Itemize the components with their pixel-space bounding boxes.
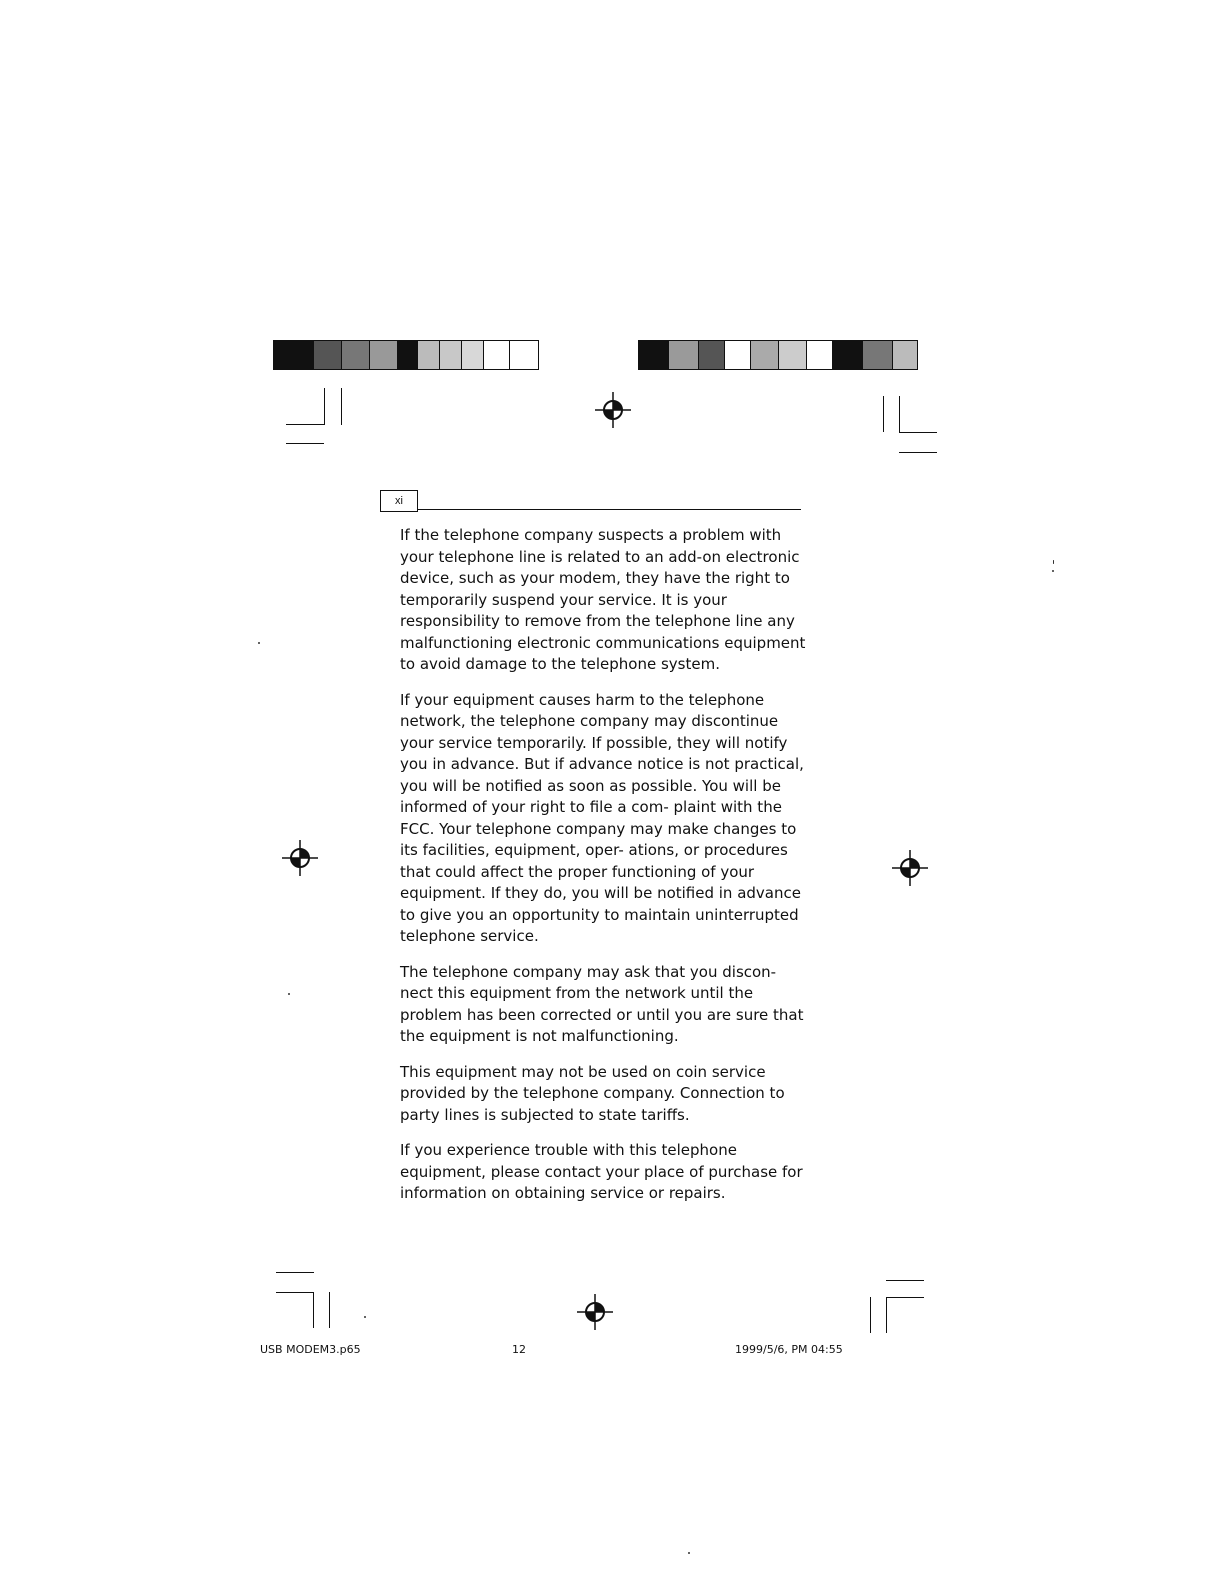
scan-speck xyxy=(1052,570,1054,572)
scan-speck xyxy=(364,1316,366,1318)
registration-mark-bottom-icon xyxy=(575,1292,615,1332)
crop-mark-bottom-left-h xyxy=(276,1272,314,1273)
calibration-strip-left xyxy=(273,340,539,370)
footer-filename: USB MODEM3.p65 xyxy=(260,1343,361,1356)
registration-mark-right-icon xyxy=(890,848,930,888)
page-marker: xi xyxy=(380,490,418,512)
crop-mark-top-left-v2 xyxy=(341,388,342,425)
crop-mark-bottom-left-v2 xyxy=(329,1292,330,1328)
crop-mark-top-right-h2 xyxy=(899,452,937,453)
scan-speck xyxy=(1053,560,1054,564)
crop-mark-bottom-right-v1 xyxy=(870,1297,871,1333)
crop-mark-bottom-left-h2 xyxy=(276,1292,314,1293)
footer-page-number: 12 xyxy=(512,1343,526,1356)
paragraph-1: If the telephone company suspects a problem with your telephone line is related to an add-on electronic device, such as your modem, they have the right to temporarily suspend your service. It is your responsibility to remove from the telephone line any malfunctioning electronic communications equipment to avoid damage to the telephone system. xyxy=(400,526,806,673)
crop-mark-top-left-h xyxy=(286,424,324,425)
header-rule xyxy=(418,509,801,510)
scan-speck xyxy=(688,1552,690,1554)
crop-mark-bottom-right-h xyxy=(886,1280,924,1281)
scan-speck xyxy=(288,993,290,995)
crop-mark-bottom-right-v2 xyxy=(886,1297,887,1333)
paragraph-3: The telephone company may ask that you discon- nect this equipment from the network until the problem has been corrected or until you are sure that the equipment is not malfunctioning. xyxy=(400,962,804,1045)
paragraph-4: This equipment may not be used on coin service provided by the telephone company. Connection to party lines is subjected to state tariffs. xyxy=(400,1062,785,1124)
crop-mark-top-right-v2 xyxy=(899,396,900,432)
crop-mark-bottom-right-h2 xyxy=(886,1297,924,1298)
paragraph-5: If you experience trouble with this telephone equipment, please contact your place of purchase for information on obtaining service or repairs. xyxy=(400,1141,803,1202)
crop-mark-bottom-left-v1 xyxy=(313,1292,314,1328)
paragraph-2: If your equipment causes harm to the telephone network, the telephone company may discontinue your service temporarily. If possible, they will notify you in advance. But if advance notice is not practical, you will be notified as soon as possible. You will be informed of your right to file a com- plaint with the FCC. Your telephone company may make changes to its facilities, equipment, oper- ations, or procedures that could affect the proper functioning of your equipment. If they do, you will be notified in advance to give you an opportunity to maintain uninterrupted telephone service. xyxy=(400,690,804,945)
crop-mark-top-left-h2 xyxy=(286,443,324,444)
calibration-strip-right xyxy=(638,340,918,370)
registration-mark-left-icon xyxy=(280,838,320,878)
crop-mark-top-right-v1 xyxy=(883,396,884,432)
scan-speck xyxy=(258,642,260,644)
body-text xyxy=(400,525,810,1219)
footer-timestamp: 1999/5/6, PM 04:55 xyxy=(735,1343,843,1356)
registration-mark-top-icon xyxy=(593,390,633,430)
crop-mark-top-right-h xyxy=(899,432,937,433)
crop-mark-top-left-v1 xyxy=(324,388,325,425)
